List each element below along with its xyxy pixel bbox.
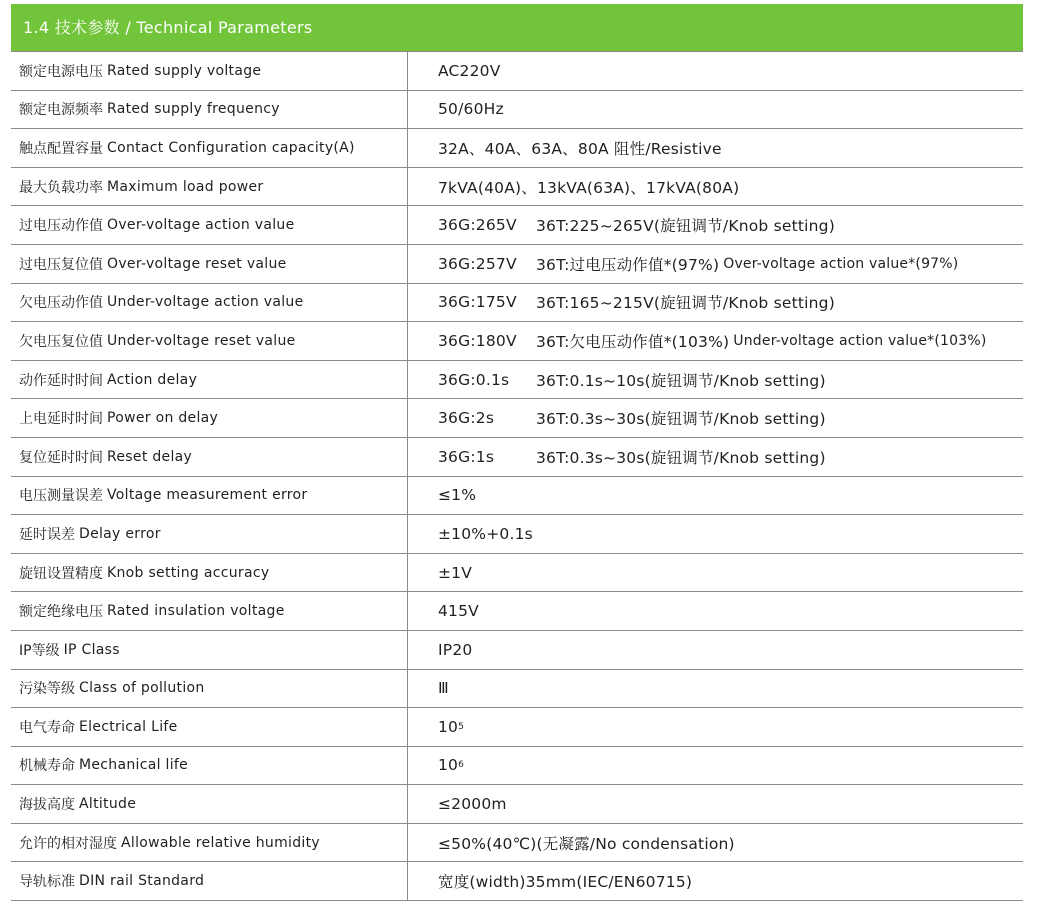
label-en: IP Class — [63, 641, 120, 658]
value-text: Ⅲ — [438, 679, 449, 698]
param-label — [11, 284, 408, 322]
label-cn: 动作延时时间 — [19, 372, 103, 389]
value-36g: 36G:2s — [438, 409, 495, 428]
label-cn: 复位延时时间 — [19, 449, 103, 466]
table-row — [11, 554, 1023, 593]
param-label — [11, 862, 408, 900]
table-row — [11, 91, 1023, 130]
param-label — [11, 477, 408, 515]
param-label — [11, 129, 408, 167]
label-en: Rated supply frequency — [107, 101, 280, 118]
param-label — [11, 399, 408, 437]
table-row — [11, 52, 1023, 91]
value-36t: 36T:0.3s~30s(旋钮调节/Knob setting) — [536, 410, 826, 429]
label-en: Class of pollution — [79, 680, 205, 697]
param-label — [11, 554, 408, 592]
param-label — [11, 670, 408, 708]
label-en: Reset delay — [107, 448, 193, 465]
param-value — [408, 631, 1023, 669]
label-en: Allowable relative humidity — [121, 834, 320, 851]
label-cn: 欠电压复位值 — [19, 333, 103, 350]
param-value — [408, 592, 1023, 630]
table-row — [11, 438, 1023, 477]
value-36g: 36G:1s — [438, 447, 495, 466]
param-value — [408, 245, 1023, 283]
label-en: Power on delay — [107, 410, 219, 427]
table-row — [11, 862, 1023, 901]
table-row — [11, 708, 1023, 747]
label-en: Over-voltage reset value — [107, 255, 287, 272]
label-cn: 欠电压动作值 — [19, 295, 103, 312]
label-cn: 延时误差 — [19, 526, 75, 543]
param-label — [11, 592, 408, 630]
value-36g: 36G:0.1s — [438, 370, 510, 389]
label-cn: 海拔高度 — [19, 797, 75, 814]
label-cn: 最大负载功率 — [19, 179, 103, 196]
table-row — [11, 361, 1023, 400]
label-en: Under-voltage reset value — [107, 332, 296, 349]
table-row — [11, 399, 1023, 438]
label-en: Voltage measurement error — [107, 487, 308, 504]
value-text: 32A、40A、63A、80A 阻性/Resistive — [438, 139, 722, 158]
param-label — [11, 206, 408, 244]
value-36t-en: Under-voltage action value*(103%) — [733, 332, 987, 349]
param-value — [408, 824, 1023, 862]
value-36t: 36T:0.1s~10s(旋钮调节/Knob setting) — [536, 371, 826, 390]
table-row — [11, 477, 1023, 516]
param-label — [11, 52, 408, 90]
label-en: Over-voltage action value — [107, 217, 295, 234]
label-en: Action delay — [107, 371, 198, 388]
value-36g: 36G:175V — [438, 293, 517, 312]
param-value — [408, 91, 1023, 129]
value-base: 10 — [438, 717, 459, 736]
label-cn: 额定电源频率 — [19, 102, 103, 119]
label-en: Electrical Life — [79, 718, 178, 735]
table-row — [11, 168, 1023, 207]
value-text: 415V — [438, 602, 479, 621]
param-value — [408, 129, 1023, 167]
label-cn: 污染等级 — [19, 681, 75, 698]
label-cn: IP等级 — [19, 642, 60, 659]
value-36t-en: Over-voltage action value*(97%) — [723, 255, 959, 272]
param-label — [11, 515, 408, 553]
label-cn: 额定电源电压 — [19, 63, 103, 80]
label-cn: 旋钮设置精度 — [19, 565, 103, 582]
label-cn: 过电压复位值 — [19, 256, 103, 273]
value-text: ≤1% — [438, 486, 477, 505]
value-text: ±1V — [438, 563, 473, 582]
table-row — [11, 206, 1023, 245]
value-text: IP20 — [438, 640, 473, 659]
table-row — [11, 515, 1023, 554]
label-en: Altitude — [79, 796, 137, 813]
value-text: ≤2000m — [438, 795, 507, 814]
table-row — [11, 631, 1023, 670]
label-en: Knob setting accuracy — [107, 564, 270, 581]
param-value — [408, 206, 1023, 244]
param-label — [11, 91, 408, 129]
section-header: 1.4 技术参数 / Technical Parameters — [11, 4, 1023, 51]
table-row — [11, 785, 1023, 824]
label-en: Mechanical life — [79, 757, 189, 774]
value-36t: 36T:165~215V(旋钮调节/Knob setting) — [536, 294, 835, 313]
value-base: 10 — [438, 756, 459, 775]
label-en: Contact Configuration capacity(A) — [107, 139, 355, 156]
value-36t: 36T:225~265V(旋钮调节/Knob setting) — [536, 217, 835, 236]
param-value: 10 5 — [438, 717, 465, 736]
table-row — [11, 670, 1023, 709]
param-value — [408, 515, 1023, 553]
param-value — [408, 399, 1023, 437]
param-value — [408, 168, 1023, 206]
table-row — [11, 322, 1023, 361]
label-cn: 触点配置容量 — [19, 140, 103, 157]
value-text: AC220V — [438, 61, 501, 80]
value-text: 7kVA(40A)、13kVA(63A)、17kVA(80A) — [438, 178, 740, 197]
value-36t: 36T:0.3s~30s(旋钮调节/Knob setting) — [536, 448, 826, 467]
param-value — [408, 284, 1023, 322]
label-cn: 过电压动作值 — [19, 218, 103, 235]
label-en: Rated insulation voltage — [107, 603, 285, 620]
param-label — [11, 245, 408, 283]
table-row — [11, 824, 1023, 863]
label-en: DIN rail Standard — [79, 873, 205, 890]
param-value — [408, 670, 1023, 708]
value-36g: 36G:265V — [438, 216, 517, 235]
param-value: 10 6 — [438, 756, 465, 775]
label-cn: 机械寿命 — [19, 758, 75, 775]
param-value — [408, 785, 1023, 823]
value-36g: 36G:180V — [438, 331, 517, 350]
value-36g: 36G:257V — [438, 254, 517, 273]
param-label — [11, 322, 408, 360]
value-text: 宽度(width)35mm(IEC/EN60715) — [438, 873, 693, 892]
param-label — [11, 824, 408, 862]
param-label — [11, 361, 408, 399]
param-label — [11, 708, 408, 746]
param-label — [11, 785, 408, 823]
param-value — [408, 52, 1023, 90]
table-row — [11, 747, 1023, 786]
param-label — [11, 631, 408, 669]
label-en: Rated supply voltage — [107, 62, 262, 79]
label-cn: 电压测量误差 — [19, 488, 103, 505]
value-text: 50/60Hz — [438, 100, 504, 119]
param-label — [11, 438, 408, 476]
value-36t: 36T:过电压动作值*(97%) — [536, 255, 720, 274]
param-label — [11, 168, 408, 206]
value-36t: 36T:欠电压动作值*(103%) — [536, 332, 730, 351]
spec-sheet — [11, 4, 1023, 901]
parameters-table — [11, 51, 1023, 901]
label-cn: 导轨标准 — [19, 874, 75, 891]
param-value — [408, 438, 1023, 476]
param-value — [408, 322, 1023, 360]
label-cn: 额定绝缘电压 — [19, 604, 103, 621]
param-value — [408, 477, 1023, 515]
param-value — [408, 361, 1023, 399]
label-en: Maximum load power — [107, 178, 264, 195]
table-row — [11, 245, 1023, 284]
label-en: Delay error — [79, 525, 161, 542]
table-row — [11, 129, 1023, 168]
param-label — [11, 747, 408, 785]
param-value — [408, 554, 1023, 592]
label-en: Under-voltage action value — [107, 294, 304, 311]
table-row — [11, 592, 1023, 631]
value-text: ±10%+0.1s — [438, 524, 533, 543]
table-row — [11, 284, 1023, 323]
value-text: ≤50%(40℃)(无凝露/No condensation) — [438, 834, 735, 853]
label-cn: 允许的相对湿度 — [19, 835, 117, 852]
label-cn: 上电延时时间 — [19, 411, 103, 428]
label-cn: 电气寿命 — [19, 719, 75, 736]
param-value — [408, 862, 1023, 900]
